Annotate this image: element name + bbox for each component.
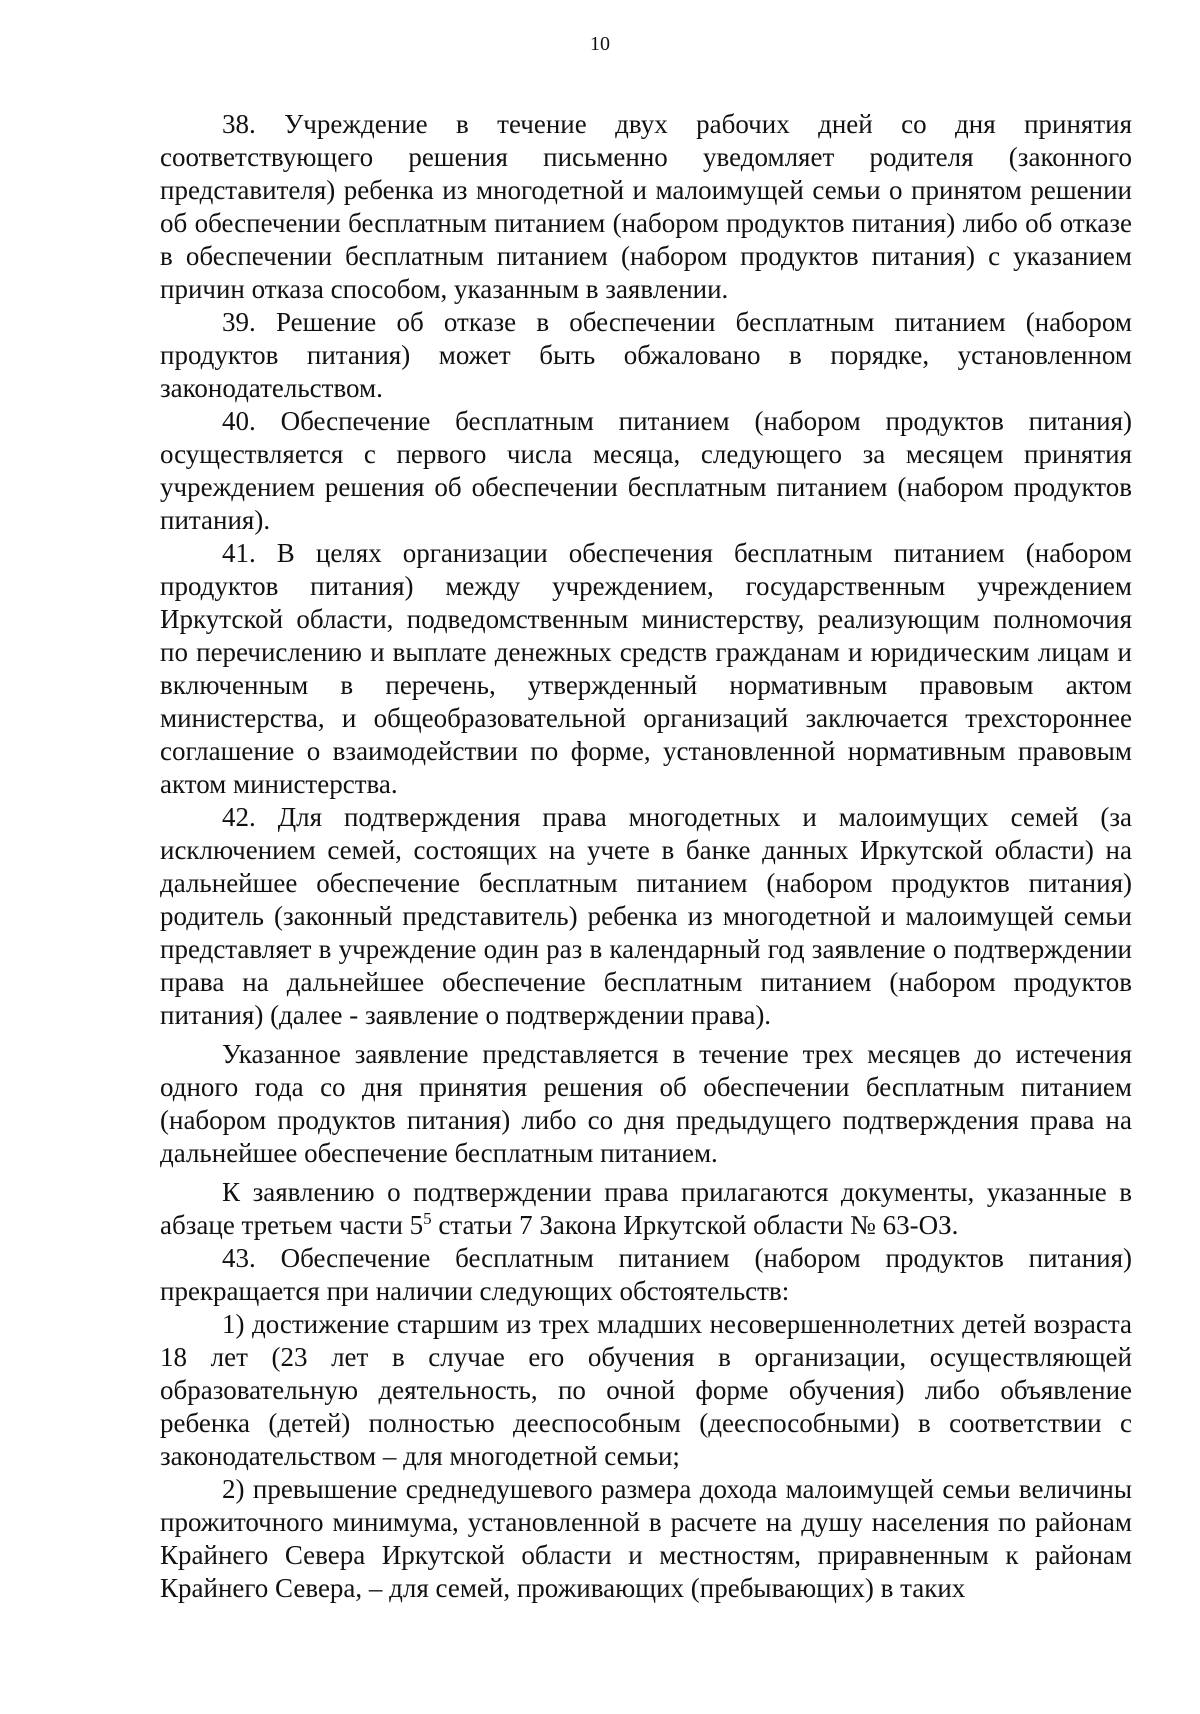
- document-body: [160, 108, 1132, 1605]
- paragraph-42-attachments: [160, 1176, 1132, 1242]
- page-number: 10: [590, 33, 610, 55]
- paragraph-43-item-1: 1) достижение старшим из трех младших несовершеннолетних детей возраста 18 лет (23 лет в случае его обучения в организации, осуществляющей образовательную деятельность, по очной форме обучения) либо объявление ребенка (детей) полностью дееспособным (дееспособными) в соответствии с законодательством – для многодетной семьи;: [160, 1309, 1132, 1471]
- attachments-text-end: статьи 7 Закона Иркутской области № 63-ОЗ.: [431, 1210, 959, 1240]
- paragraph-43-item-2: 2) превышение среднедушевого размера дохода малоимущей семьи величины прожиточного минимума, установленной в расчете на душу населения по районам Крайнего Севера Иркутской области и местностям, приравненным к районам Крайнего Севера, – для семей, проживающих (пребывающих) в таких: [160, 1474, 1132, 1603]
- paragraph-40: 40. Обеспечение бесплатным питанием (набором продуктов питания) осуществляется с первого числа месяца, следующего за месяцем принятия учреждением решения об обеспечении бесплатным питанием (набором продуктов питания).: [160, 406, 1132, 535]
- paragraph-41: 41. В целях организации обеспечения бесплатным питанием (набором продуктов питания) между учреждением, государственным учреждением Иркутской области, подведомственным министерству, реализующим полномочия по перечислению и выплате денежных средств гражданам и юридическим лицам и включенным в перечень, утвержденный нормативным правовым актом министерства, и общеобразовательной организаций заключается трехстороннее соглашение о взаимодействии по форме, установленной нормативным правовым актом министерства.: [160, 538, 1132, 799]
- paragraph-42: 42. Для подтверждения права многодетных и малоимущих семей (за исключением семей, состоящих на учете в банке данных Иркутской области) на дальнейшее обеспечение бесплатным питанием (набором продуктов питания) родитель (законный представитель) ребенка из многодетной и малоимущей семьи представляет в учреждение один раз в календарный год заявление о подтверждении права на дальнейшее обеспечение бесплатным питанием (набором продуктов питания) (далее - заявление о подтверждении права).: [160, 802, 1132, 1030]
- attachments-superscript: 5: [423, 1209, 432, 1228]
- paragraph-38: 38. Учреждение в течение двух рабочих дней со дня принятия соответствующего решения письменно уведомляет родителя (законного представителя) ребенка из многодетной и малоимущей семьи о принятом решении об обеспечении бесплатным питанием (набором продуктов питания) либо об отказе в обеспечении бесплатным питанием (набором продуктов питания) с указанием причин отказа способом, указанным в заявлении.: [160, 109, 1132, 304]
- paragraph-42-application-term: Указанное заявление представляется в течение трех месяцев до истечения одного года со дня принятия решения об обеспечении бесплатным питанием (набором продуктов питания) либо со дня предыдущего подтверждения права на дальнейшее обеспечение бесплатным питанием.: [160, 1039, 1132, 1168]
- paragraph-39: 39. Решение об отказе в обеспечении бесплатным питанием (набором продуктов питания) может быть обжаловано в порядке, установленном законодательством.: [160, 307, 1132, 403]
- attachments-text-start: К заявлению о подтверждении права прилагаются документы, указанные в абзаце третьем части 5: [160, 1177, 1132, 1240]
- paragraph-43: 43. Обеспечение бесплатным питанием (набором продуктов питания) прекращается при наличии следующих обстоятельств:: [160, 1243, 1132, 1306]
